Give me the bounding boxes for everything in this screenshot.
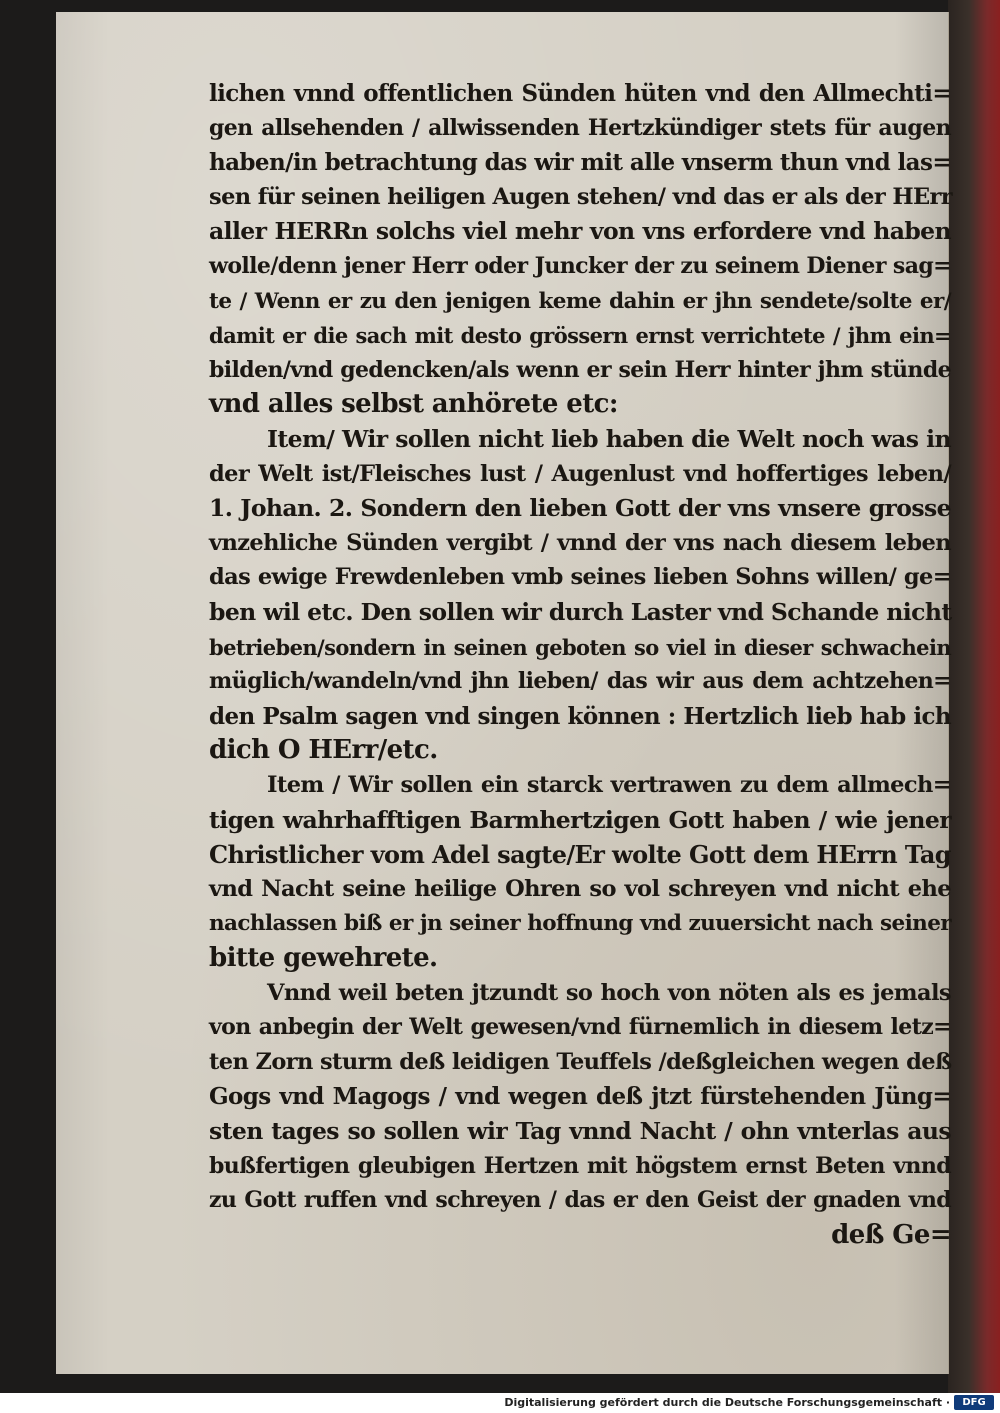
text-line: bitte gewehrete. xyxy=(209,943,438,973)
text-line: 1. Johan. 2. Sondern den lieben Gott der vns vnsere grosse xyxy=(209,494,951,523)
text-line: Item / Wir sollen ein starck vertrawen zu dem allmech= xyxy=(267,772,951,798)
text-line: aller HERRn solchs viel mehr von vns erfordere vnd haben xyxy=(209,217,951,246)
text-line: Item/ Wir sollen nicht lieb haben die Welt noch was in xyxy=(267,425,951,453)
footer-credit: Digitalisierung gefördert durch die Deutsche Forschungsgemeinschaft · xyxy=(504,1396,950,1409)
text-line: ben wil etc. Den sollen wir durch Laster vnd Schande nicht xyxy=(209,598,952,626)
text-line: dich O HErr/etc. xyxy=(209,735,438,766)
text-line: ten Zorn sturm deß leidigen Teuffels /deßgleichen wegen deß xyxy=(209,1048,952,1075)
text-line: te / Wenn er zu den jenigen keme dahin er jhn sendete/solte er/ xyxy=(209,288,951,314)
text-line: der Welt ist/Fleisches lust / Augenlust vnd hoffertiges leben/ xyxy=(209,460,951,487)
text-line: von anbegin der Welt gewesen/vnd fürnemlich in diesem letz= xyxy=(209,1014,951,1041)
text-line: den Psalm sagen vnd singen können : Hertzlich lieb hab ich xyxy=(209,702,951,730)
text-line: Christlicher vom Adel sagte/Er wolte Gott dem HErrn Tag xyxy=(209,840,951,870)
text-line: nachlassen biß er jn seiner hoffnung vnd zuuersicht nach seiner xyxy=(209,911,951,937)
text-line: wolle/denn jener Herr oder Juncker der zu seinem Diener sag= xyxy=(209,253,951,279)
text-line: tigen wahrhafftigen Barmhertzigen Gott haben / wie jener xyxy=(209,805,951,834)
text-line: deß Ge= xyxy=(831,1219,951,1250)
text-line: zu Gott ruffen vnd schreyen / das er den Geist der gnaden vnd xyxy=(209,1187,951,1214)
text-line: Gogs vnd Magogs / vnd wegen deß jtzt fürstehenden Jüng= xyxy=(209,1083,951,1111)
text-line: vnd Nacht seine heilige Ohren so vol schreyen vnd nicht ehe xyxy=(209,875,951,902)
text-line: haben/in betrachtung das wir mit alle vnserm thun vnd las= xyxy=(209,149,951,177)
text-line: lichen vnnd offentlichen Sünden hüten vnd den Allmechti= xyxy=(209,80,951,107)
text-line: sen für seinen heiligen Augen stehen/ vnd das er als der HErr xyxy=(209,183,953,210)
text-line: das ewige Frewdenleben vmb seines lieben Sohns willen/ ge= xyxy=(209,564,951,591)
footer-strip xyxy=(0,1393,1000,1413)
text-line: gen allsehenden / allwissenden Hertzkündiger stets für augen xyxy=(209,114,951,141)
text-line: Vnnd weil beten jtzundt so hoch von nöten als es jemals xyxy=(267,979,951,1006)
book-spine-edge xyxy=(948,0,1000,1393)
text-line: bußfertigen gleubigen Hertzen mit högstem ernst Beten vnnd xyxy=(209,1152,951,1179)
text-line: sten tages so sollen wir Tag vnnd Nacht / ohn vnterlas aus xyxy=(209,1117,951,1145)
text-line: bilden/vnd gedencken/als wenn er sein Herr hinter jhm stünde xyxy=(209,356,951,383)
text-line: betrieben/sondern in seinen geboten so viel in dieser schwachein xyxy=(209,634,951,660)
text-line: müglich/wandeln/vnd jhn lieben/ das wir aus dem achtzehen= xyxy=(209,668,951,695)
text-line: vnd alles selbst anhörete etc: xyxy=(209,389,618,420)
text-line: damit er die sach mit desto grössern ernst verrichtete / jhm ein= xyxy=(209,323,951,349)
text-line: vnzehliche Sünden vergibt / vnnd der vns nach diesem leben xyxy=(209,529,951,556)
dfg-logo-icon: DFG xyxy=(954,1395,994,1410)
